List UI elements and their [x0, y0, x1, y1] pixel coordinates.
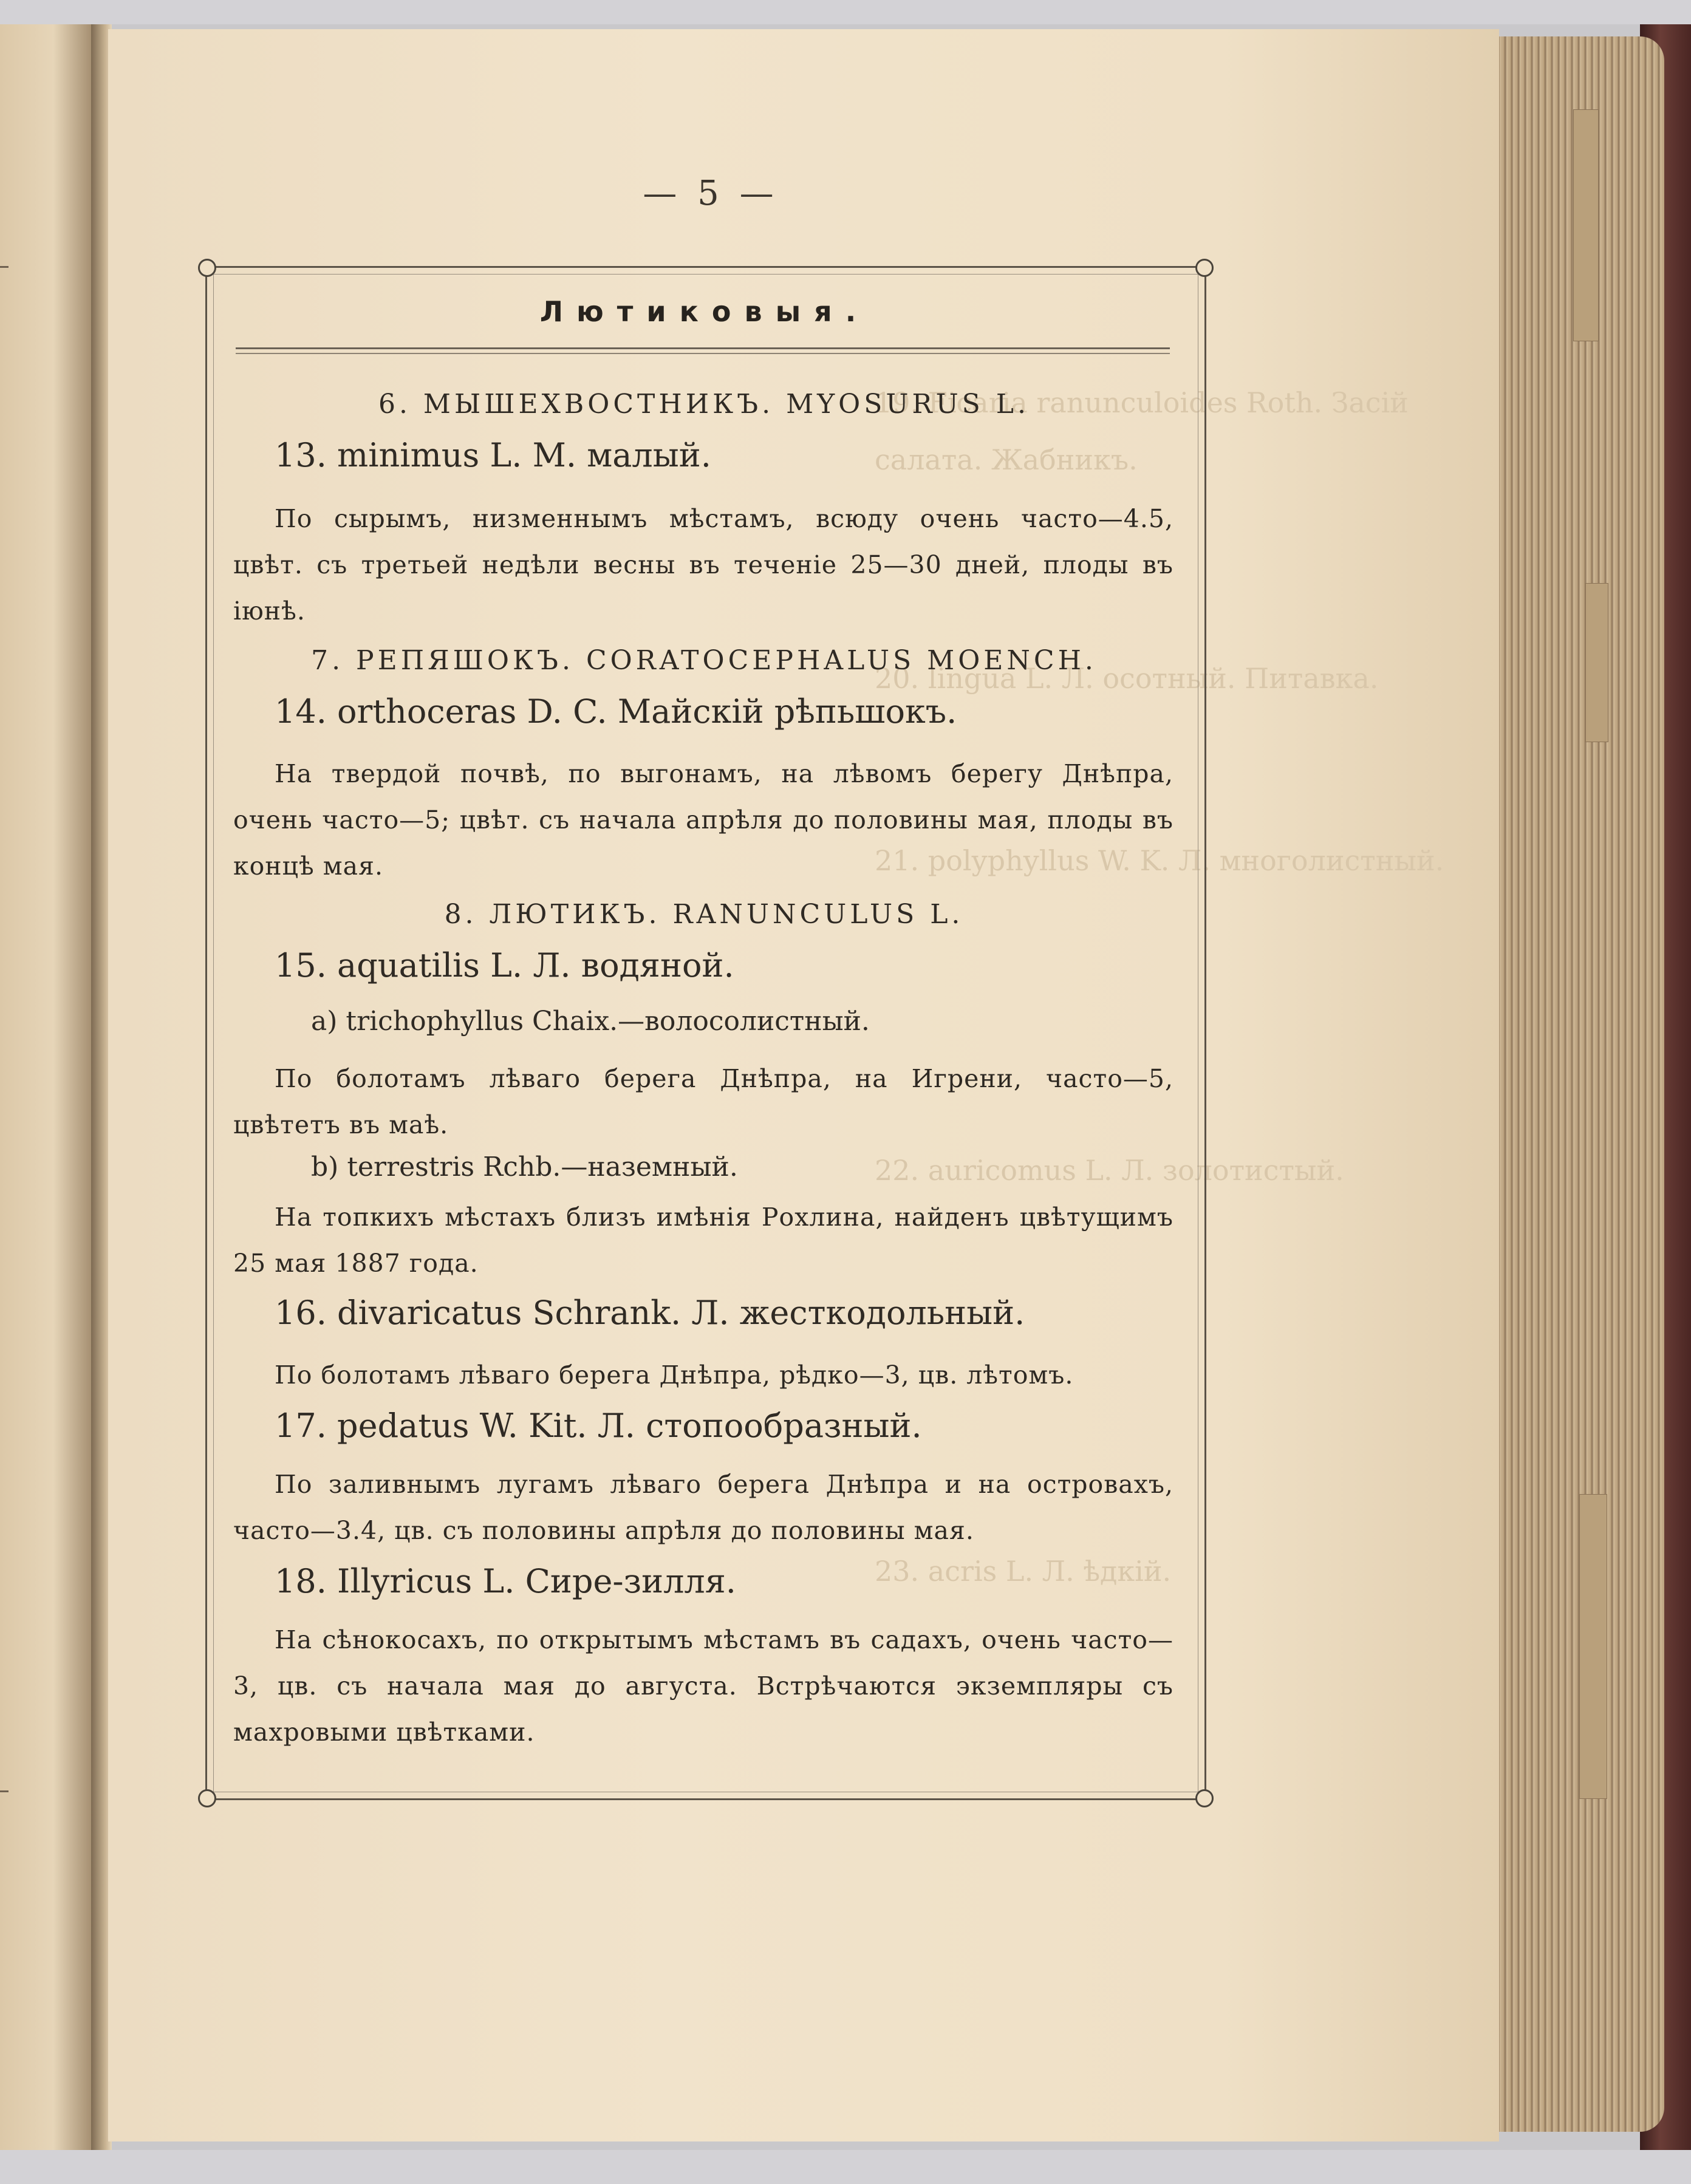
- description-text: По заливнымъ лугамъ лѣваго берега Днѣпра и на островахъ, часто—3.4, цв. съ половины апрѣля до половины мая.: [233, 1470, 1173, 1545]
- heading-rule: [236, 347, 1170, 354]
- bleed-through-text: 23. acris L. Л. ѣдкій.: [875, 1555, 1172, 1588]
- species-description: [233, 1056, 1173, 1148]
- family-heading: Лютиковыя.: [539, 295, 870, 328]
- bleed-through-text: салата. Жабникъ.: [875, 443, 1138, 476]
- species-entry: 13. minimus L. М. малый.: [275, 436, 711, 474]
- species-entry: 15. aquatilis L. Л. водяной.: [275, 946, 734, 985]
- frame-corner-ornament: [1195, 1789, 1214, 1807]
- left-page-edge: [0, 24, 97, 2150]
- bleed-through-text: 20. lingua L. Л. осотный. Питавка.: [875, 662, 1379, 695]
- genus-heading: 6. МЫШЕХВОСТНИКЪ. MYOSURUS L.: [378, 389, 1030, 420]
- page-number: — 5 —: [643, 174, 779, 213]
- scan-background-top: [0, 0, 1691, 24]
- scan-background-bottom: [0, 2150, 1691, 2184]
- species-description: [233, 1194, 1173, 1286]
- frame-corner-ornament: [198, 1789, 216, 1807]
- species-entry: 17. pedatus W. Kit. Л. стопообразный.: [275, 1407, 922, 1445]
- left-page-rule: [0, 266, 9, 268]
- description-text: На топкихъ мѣстахъ близъ имѣнія Рохлина, найденъ цвѣтущимъ 25 мая 1887 года.: [233, 1203, 1173, 1278]
- species-entry: 14. orthoceras D. C. Майскій рѣпьшокъ.: [275, 692, 957, 731]
- frame-corner-ornament: [198, 259, 216, 277]
- description-text: На твердой почвѣ, по выгонамъ, на лѣвомъ берегу Днѣпра, очень часто—5; цвѣт. съ начала апрѣля до половины мая, плоды въ концѣ мая.: [233, 759, 1173, 881]
- description-text: На сѣнокосахъ, по открытымъ мѣстамъ въ садахъ, очень часто—3, цв. съ начала мая до августа. Встрѣчаются экземпляры съ махровыми цвѣтками.: [233, 1625, 1173, 1747]
- left-page-rule: [0, 1790, 9, 1792]
- page-stack-edges: [1482, 36, 1664, 2132]
- genus-heading: 7. РЕПЯШОКЪ. CORATOCEPHALUS MOENCH.: [311, 645, 1097, 676]
- bleed-through-text: 21. polyphyllus W. K. Л. многолистный.: [875, 844, 1444, 877]
- variety-entry: b) terrestris Rchb.—наземный.: [311, 1152, 738, 1182]
- description-text: По болотамъ лѣваго берега Днѣпра, на Игрени, часто—5, цвѣтетъ въ маѣ.: [233, 1064, 1173, 1139]
- description-text: По болотамъ лѣваго берега Днѣпра, рѣдко—3, цв. лѣтомъ.: [275, 1360, 1074, 1390]
- genus-heading: 8. ЛЮТИКЪ. RANUNCULUS L.: [444, 899, 964, 930]
- species-entry: 18. Illyricus L. Сире-зилля.: [275, 1562, 736, 1600]
- description-text: По сырымъ, низменнымъ мѣстамъ, всюду очень часто—4.5, цвѣт. съ третьей недѣли весны въ теченіе 25—30 дней, плоды въ іюнѣ.: [233, 504, 1173, 626]
- species-description: [233, 1352, 1173, 1398]
- page-edge-fold: [1573, 109, 1599, 341]
- page-edge-fold: [1579, 1494, 1607, 1799]
- species-description: [233, 496, 1173, 634]
- bleed-through-text: 22. auricomus L. Л. золотистый.: [875, 1154, 1344, 1187]
- bleed-through-text: 19. Ficaria ranunculoides Roth. Засій: [875, 386, 1409, 419]
- species-description: [233, 751, 1173, 889]
- page-edge-fold: [1585, 583, 1608, 742]
- species-description: [233, 1617, 1173, 1755]
- species-description: [233, 1461, 1173, 1554]
- variety-entry: a) trichophyllus Chaix.—волосолистный.: [311, 1006, 870, 1037]
- frame-corner-ornament: [1195, 259, 1214, 277]
- species-entry: 16. divaricatus Schrank. Л. жесткодольный.: [275, 1294, 1025, 1332]
